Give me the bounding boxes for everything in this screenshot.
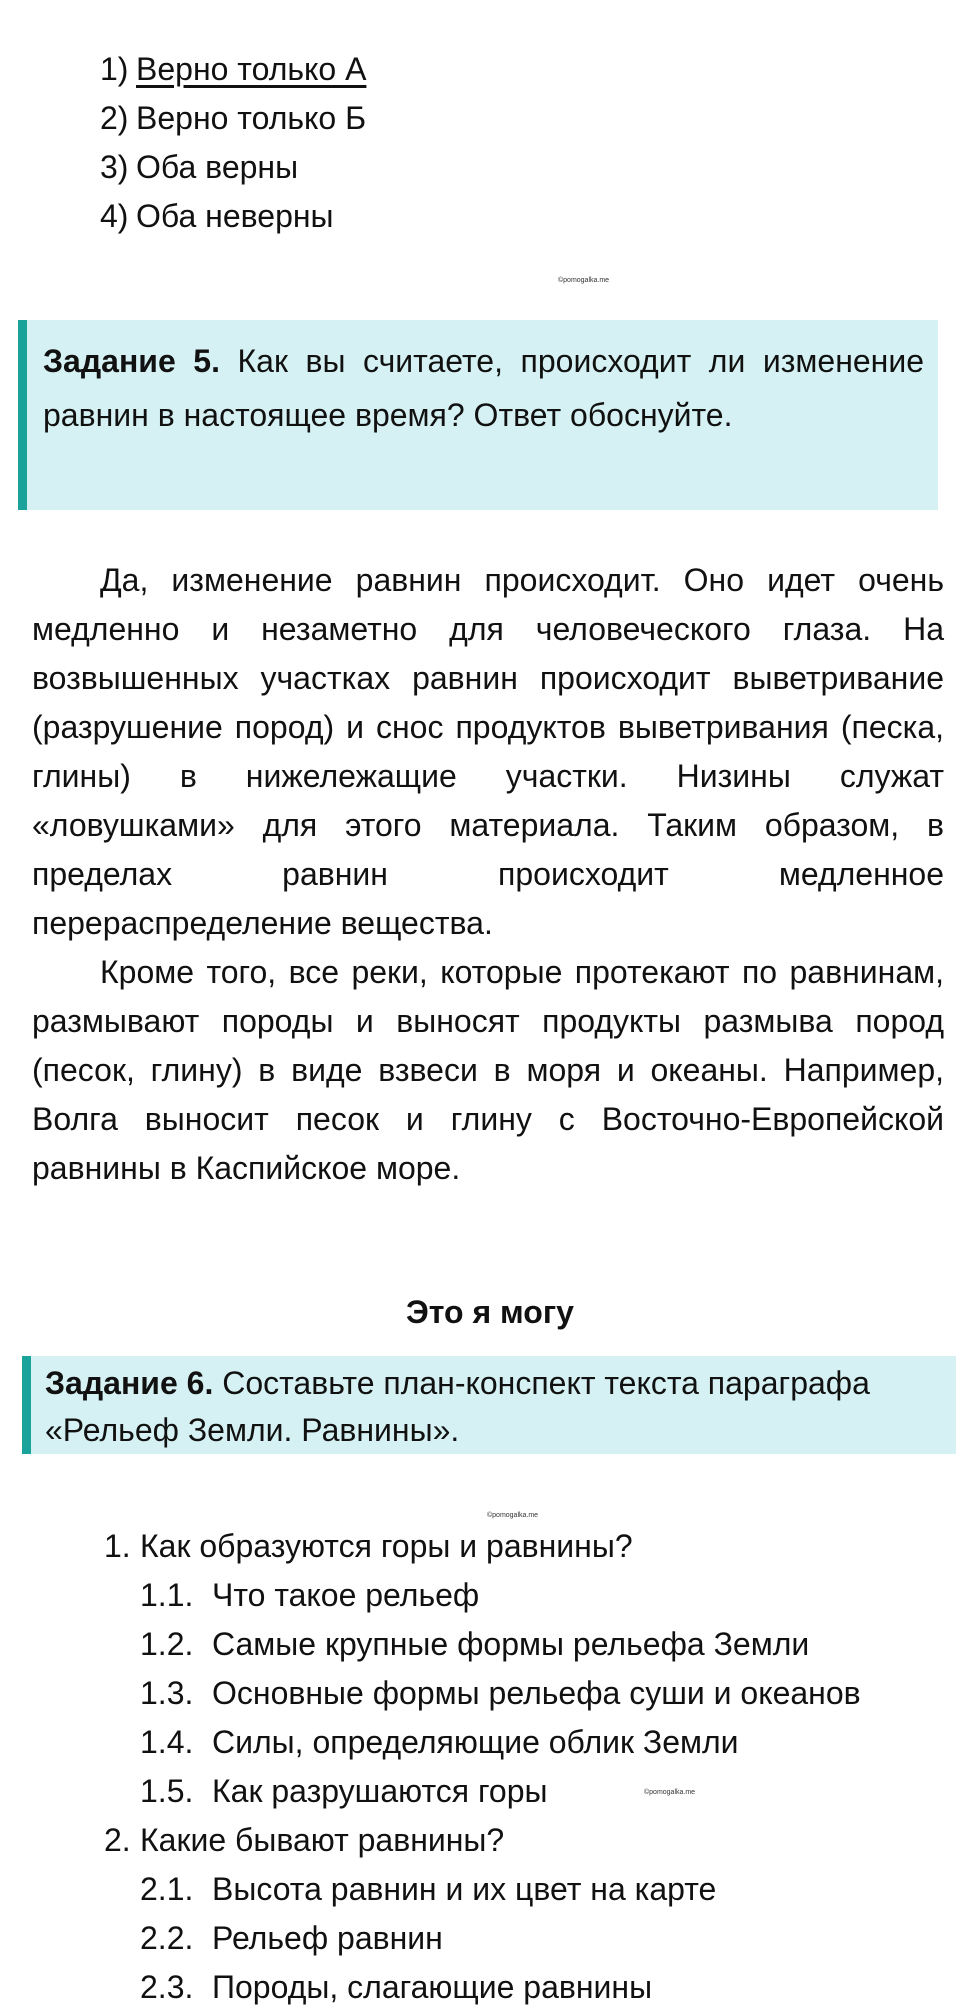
plan-subitem-text: Силы, определяющие облик Земли [212, 1724, 739, 1760]
task-6-box [22, 1356, 956, 1454]
plan-subitem [104, 1914, 861, 1963]
plan-item-text: Как образуются горы и равнины? [140, 1528, 633, 1564]
plan-subitem-number: 1.4. [140, 1724, 194, 1760]
section-title: Это я могу [406, 1294, 574, 1330]
answer-paragraph-1: Да, изменение равнин происходит. Оно идет очень медленно и незаметно для человеческого глаза. На возвышенных участках равнин происходит выветривание (разрушение пород) и снос продуктов выветривания (песка, глины) в нижележащие участки. Низины служат «ловушками» для этого материала. Таким образом, в пределах равнин происходит медленное перераспределение вещества. [32, 562, 944, 941]
plan-subitem-number: 1.2. [140, 1626, 194, 1662]
option-item [100, 192, 366, 241]
plan-subitem-text: Породы, слагающие равнины [212, 1969, 653, 2005]
plan-subitem-text: Как разрушаются горы [212, 1773, 548, 1809]
option-text: Верно только Б [136, 100, 367, 136]
plan-subitem [104, 1620, 861, 1669]
task-5-label: Задание 5. [43, 343, 220, 379]
task-6-text: Составьте план-конспект текста параграфа «Рельеф Земли. Равнины». [45, 1365, 870, 1448]
option-item [100, 143, 366, 192]
watermark: ©pomogalka.me [558, 277, 610, 284]
option-number: 3) [100, 149, 129, 185]
plan-subitem-text: Что такое рельеф [212, 1577, 480, 1613]
answer-paragraph-2: Кроме того, все реки, которые протекают по равнинам, размывают породы и выносят продукты размыва пород (песок, глину) в виде взвеси в моря и океаны. Например, Волга выносит песок и глину с Восточно-Европейской равнины в Каспийское море. [32, 954, 944, 1186]
watermark: ©pomogalka.me [487, 1512, 539, 1519]
plan-item-text: Какие бывают равнины? [140, 1822, 505, 1858]
plan-list [104, 1522, 861, 2012]
plan-subitem-text: Рельеф равнин [212, 1920, 443, 1956]
option-item [100, 45, 366, 94]
plan-subitem [104, 1669, 861, 1718]
plan-item-number: 1. [104, 1528, 131, 1564]
plan-item [104, 1816, 861, 1865]
option-number: 2) [100, 100, 129, 136]
plan-subitem-number: 1.1. [140, 1577, 194, 1613]
option-number: 4) [100, 198, 129, 234]
watermark: ©pomogalka.me [644, 1789, 696, 1796]
plan-subitem [104, 1963, 861, 2012]
plan-subitem-text: Самые крупные формы рельефа Земли [212, 1626, 810, 1662]
plan-subitem-number: 2.3. [140, 1969, 194, 2005]
plan-subitem [104, 1865, 861, 1914]
plan-item-number: 2. [104, 1822, 131, 1858]
plan-subitem-number: 2.2. [140, 1920, 194, 1956]
plan-item [104, 1522, 861, 1571]
task-5-text: Как вы считаете, происходит ли изменение равнин в настоящее время? Ответ обоснуйте. [43, 343, 925, 433]
option-text: Оба неверны [136, 198, 334, 234]
plan-subitem-number: 1.3. [140, 1675, 194, 1711]
option-item [100, 94, 366, 143]
plan-subitem-text: Основные формы рельефа суши и океанов [212, 1675, 861, 1711]
task-6-label: Задание 6. [45, 1365, 214, 1401]
option-text: Верно только А [136, 51, 367, 87]
task-5-box [18, 320, 938, 510]
plan-subitem-number: 2.1. [140, 1871, 194, 1907]
plan-subitem [104, 1718, 861, 1767]
plan-subitem-number: 1.5. [140, 1773, 194, 1809]
option-number: 1) [100, 51, 129, 87]
plan-subitem-text: Высота равнин и их цвет на карте [212, 1871, 717, 1907]
option-text: Оба верны [136, 149, 299, 185]
plan-subitem [104, 1767, 861, 1816]
answer-options-list [100, 45, 366, 241]
plan-subitem [104, 1571, 861, 1620]
task-5-answer [32, 556, 944, 1193]
